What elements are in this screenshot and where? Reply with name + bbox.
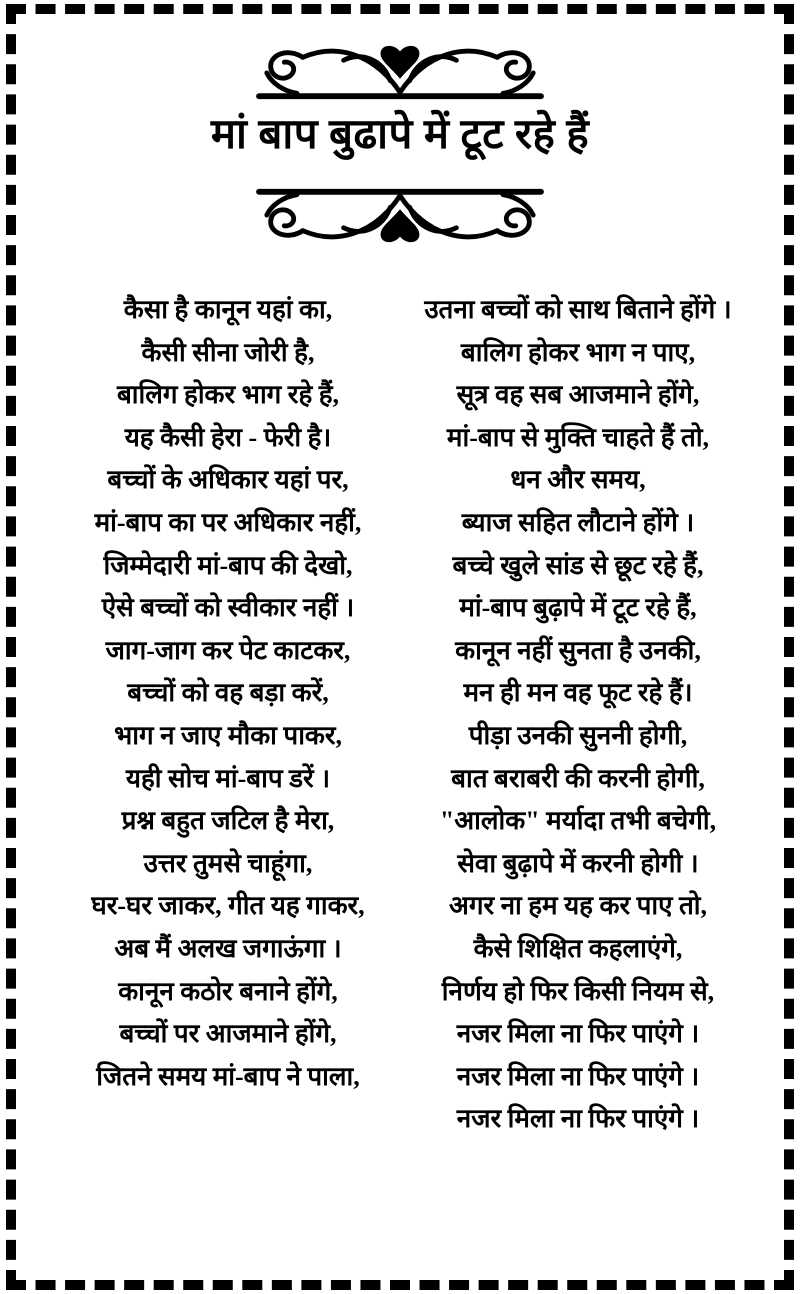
poem-line: यह कैसी हेरा - फेरी है। (124, 422, 332, 452)
poem-line: नजर मिला ना फिर पाएंगे । (456, 1019, 700, 1049)
ornamental-flourish-top-icon (244, 34, 556, 104)
poem-line: सेवा बुढ़ापे में करनी होगी । (457, 848, 699, 878)
poem-line: प्रश्न बहुत जटिल है मेरा, (121, 806, 335, 836)
poem-line: मां-बाप से मुक्ति चाहते हैं तो, (446, 422, 710, 452)
poem-line: जितने समय मां-बाप ने पाला, (96, 1061, 360, 1091)
poem-line: नजर मिला ना फिर पाएंगे । (456, 1104, 700, 1134)
poem-line: बच्चों को वह बड़ा करें, (127, 678, 329, 708)
poem-line: नजर मिला ना फिर पाएंगे । (456, 1061, 700, 1091)
poem-line: कैसे शिक्षित कहलाएंगे, (473, 933, 683, 963)
poem-line: पीड़ा उनकी सुननी होगी, (468, 720, 688, 750)
poem-line: उतना बच्चों को साथ बिताने होंगे । (424, 295, 732, 324)
poem-line: बात बराबरी की करनी होगी, (451, 763, 705, 793)
poem-line: कैसा है कानून यहां का, (123, 295, 333, 324)
poem-line: कानून कठोर बनाने होंगे, (118, 976, 338, 1006)
poem-line: मन ही मन वह फूट रहे हैं। (463, 678, 693, 708)
poem-line: अब मैं अलख जगाऊंगा । (114, 933, 342, 963)
poem-column-right (402, 289, 754, 1141)
poem-line: यही सोच मां-बाप डरें । (125, 763, 331, 793)
poem-line: निर्णय हो फिर किसी नियम से, (441, 976, 715, 1006)
poem-line: कैसी सीना जोरी है, (141, 337, 315, 367)
poem-line: घर-घर जाकर, गीत यह गाकर, (91, 891, 365, 921)
poem-line: मां-बाप का पर अधिकार नहीं, (94, 507, 362, 537)
poem-column-left (56, 289, 400, 1098)
poem-line: बालिग होकर भाग रहे हैं, (116, 380, 340, 410)
poem-line: सूत्र वह सब आजमाने होंगे, (456, 380, 700, 410)
poem-line: बच्चों पर आजमाने होंगे, (119, 1019, 337, 1049)
poem-line: "आलोक" मर्यादा तभी बचेगी, (439, 806, 717, 836)
poem-line: अगर ना हम यह कर पाए तो, (448, 891, 708, 921)
poem-line: बच्चे खुले सांड से छूट रहे हैं, (452, 550, 704, 580)
poem-line: उत्तर तुमसे चाहूंगा, (143, 848, 313, 878)
poem-line: धन और समय, (510, 465, 646, 495)
poem-line: बच्चों के अधिकार यहां पर, (107, 465, 349, 495)
poem-line: ब्याज सहित लौटाने होंगे । (461, 507, 695, 537)
poem-line: कानून नहीं सुनता है उनकी, (455, 635, 701, 665)
ornamental-flourish-bottom-icon (244, 184, 556, 254)
poem-line: बालिग होकर भाग न पाए, (460, 337, 696, 367)
poem-line: मां-बाप बुढ़ापे में टूट रहे हैं, (459, 593, 697, 623)
poem-line: जिम्मेदारी मां-बाप की देखो, (103, 550, 353, 580)
page-title: मां बाप बुढापे में टूट रहे हैं (210, 112, 590, 158)
poem-line: भाग न जाए मौका पाकर, (113, 720, 343, 750)
poem-line: ऐसे बच्चों को स्वीकार नहीं । (101, 593, 355, 623)
poem-line: जाग-जाग कर पेट काटकर, (105, 635, 351, 665)
